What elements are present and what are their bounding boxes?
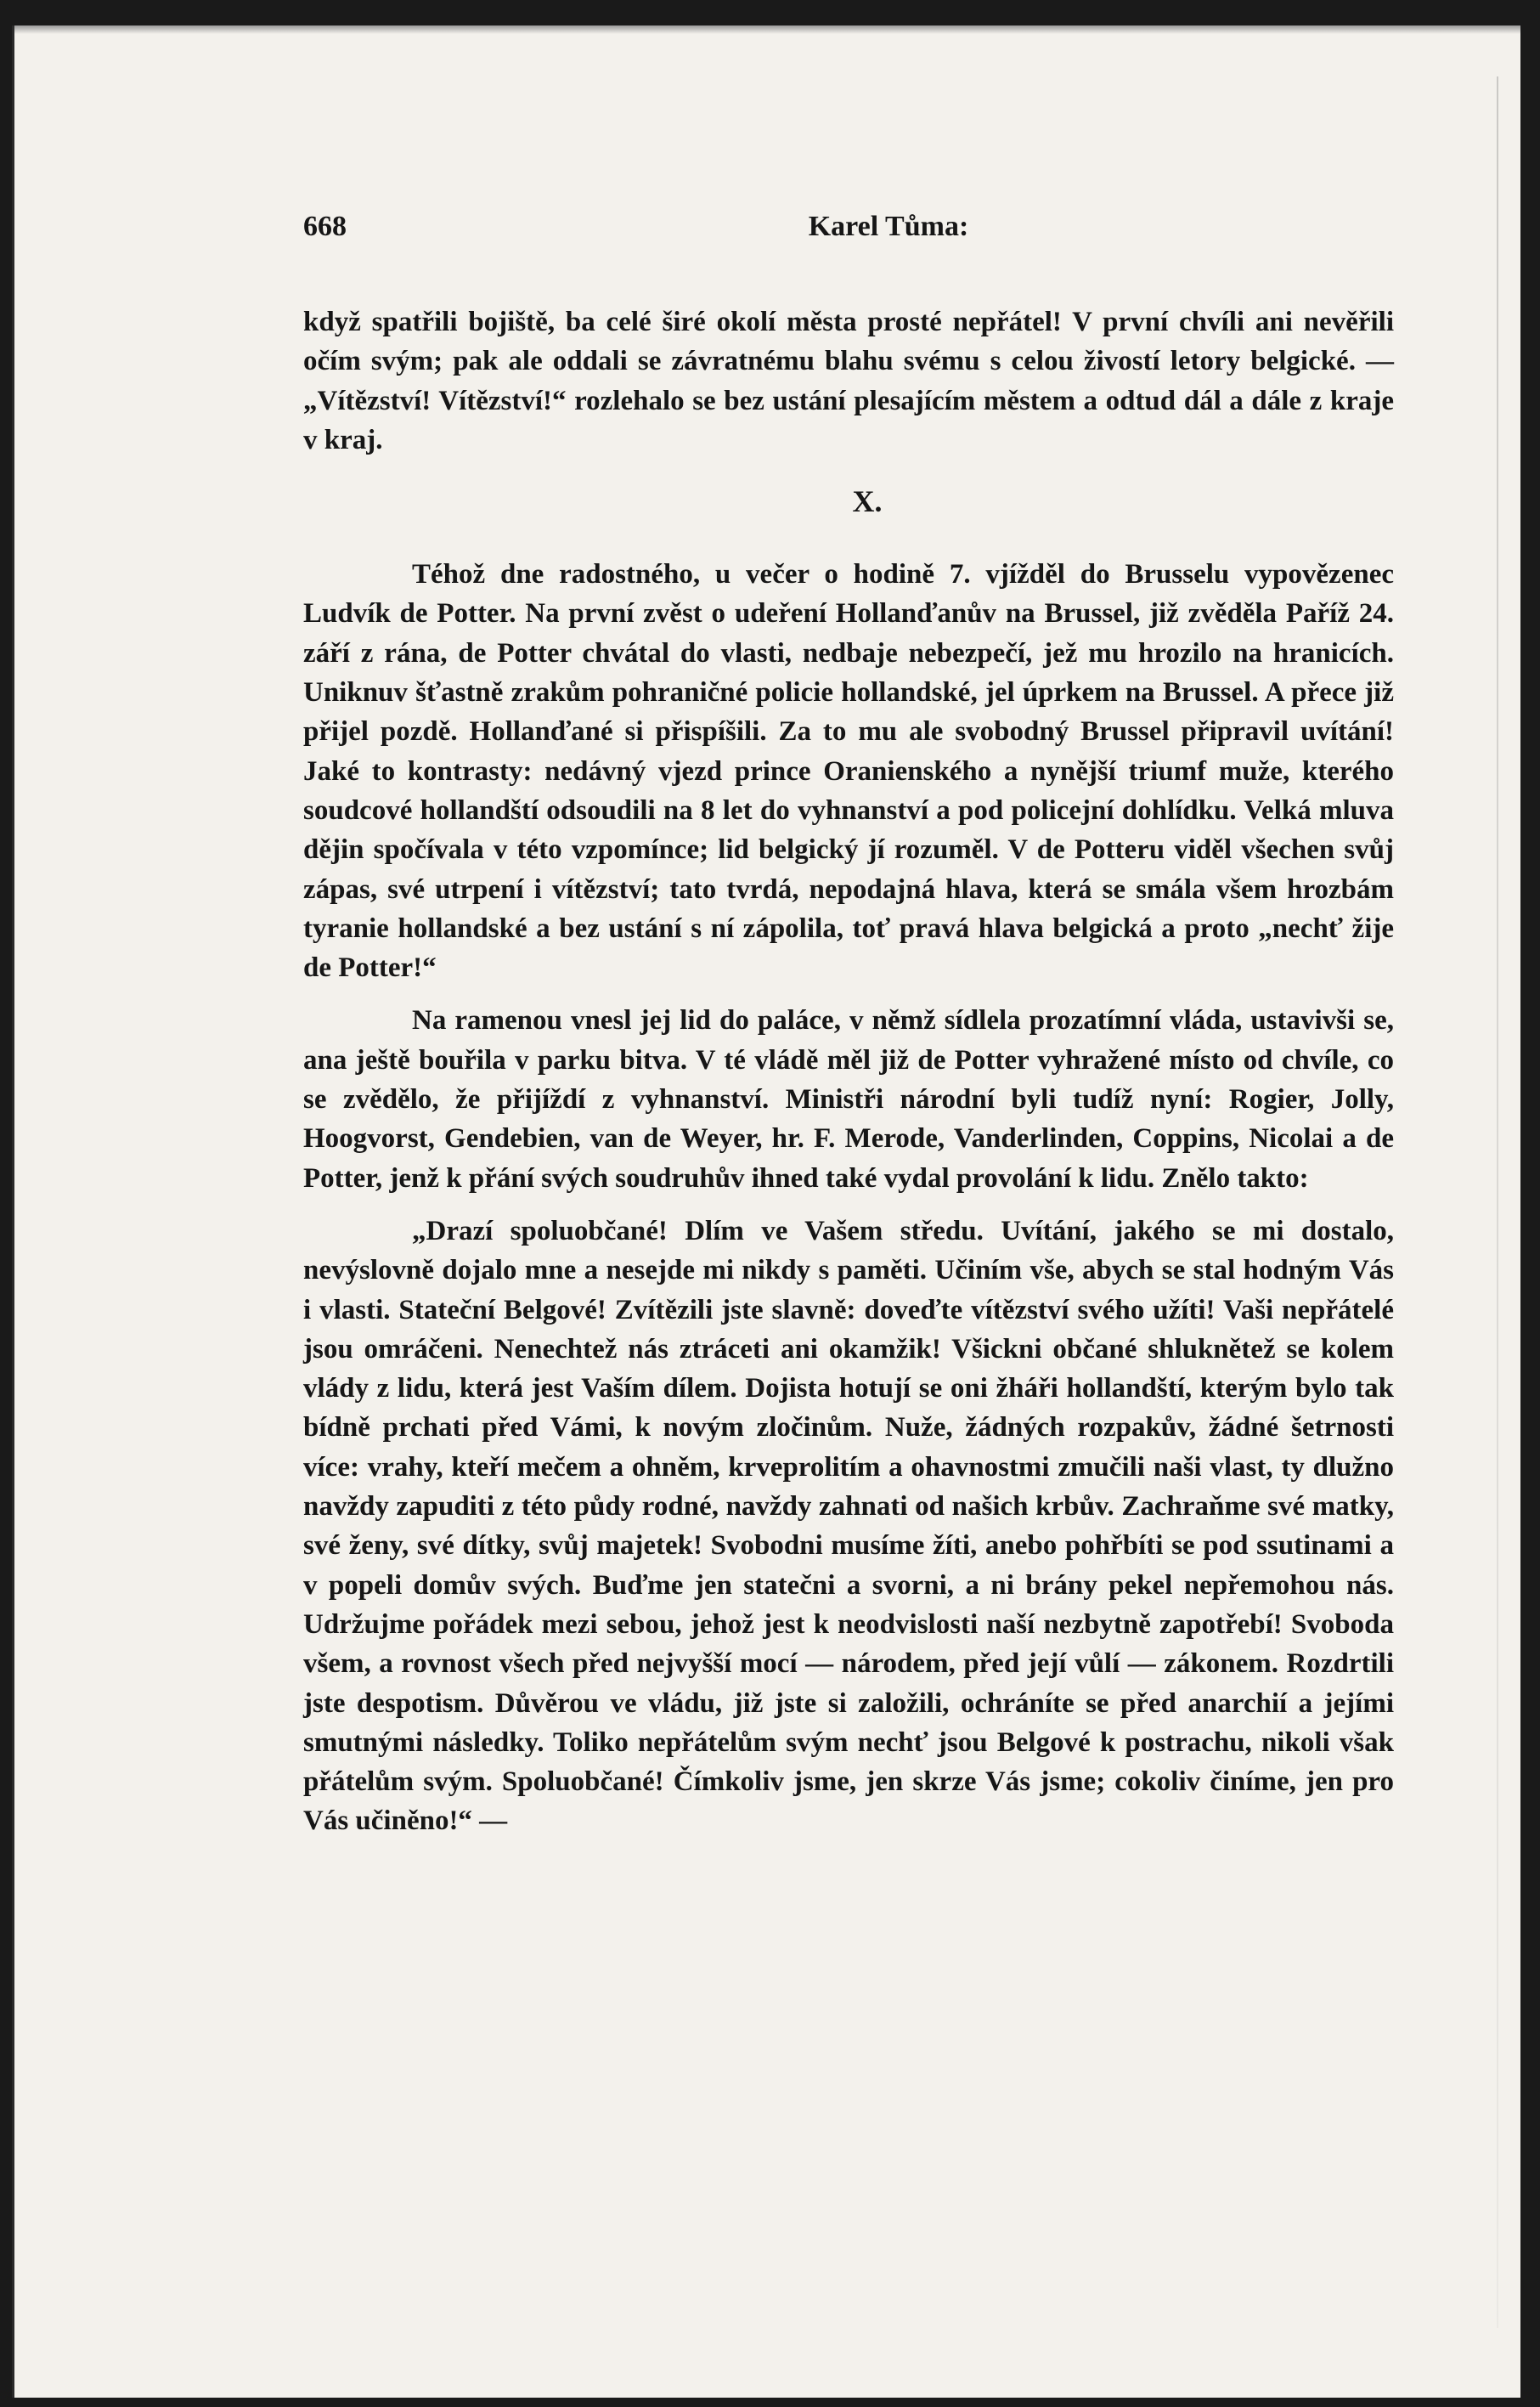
document-page [12, 25, 1520, 2398]
section-heading: X. [852, 484, 883, 519]
paragraph-continuation: když spatřili bojiště, ba celé širé okolí města prosté nepřátel! V první chvíli ani nevěřili očím svým; pak ale oddali se závratnému blahu svému s celou živostí letory belgické. — „Vítězství! Vítězství!“ rozlehalo se bez ustání plesajícím městem a odtud dál a dále z kraje v kraj. [303, 307, 1394, 455]
paragraph-proclamation: „Drazí spoluobčané! Dlím ve Vašem středu. Uvítání, jakého se mi dostalo, nevýslovně dojalo mne a nesejde mi nikdy s paměti. Učiním vše, abych se stal hodným Vás i vlasti. Stateční Belgové! Zvítězili jste slavně: doveďte vítězství svého užíti! Vaši nepřátelé jsou omráčeni. Nenechtež nás ztráceti ani okamžik! Všickni občané shluknětež se kolem vlády z lidu, která jest Vaším dílem. Dojista hotují se oni žháři hollandští, kterým bylo tak bídně prchati před Vámi, k novým zločinům. Nuže, žádných rozpakův, žádné šetrnosti více: vrahy, kteří mečem a ohněm, krveprolitím a ohavnostmi zmučili naši vlast, ty dlužno navždy zapuditi z této půdy rodné, navždy zahnati od našich krbův. Zachraňme své matky, své ženy, své dítky, svůj majetek! Svobodni musíme žíti, anebo pohřbíti se pod ssutinami a v popeli domův svých. Buďme jen statečni a svorni, a ni brány pekel nepřemohou nás. Udržujme pořádek mezi sebou, jehož jest k neodvislosti naší nezbytně zapotřebí! Svoboda všem, a rovnost všech před nejvyšší mocí — národem, před její vůlí — zákonem. Rozdrtili jste despotism. Důvěrou ve vládu, již jste si založili, ochráníte se před anarchií a jejími smutnými následky. Toliko nepřátelům svým nechť jsou Belgové k postrachu, nikoli však přátelům svým. Spoluobčané! Čímkoliv jsme, jen skrze Vás jsme; cokoliv činíme, jen pro Vás učiněno!“ — [303, 1215, 1394, 1837]
scan-edge-shadow [1497, 76, 1498, 2328]
page-header [290, 195, 1394, 246]
paragraph-de-potter-arrival: Téhož dne radostného, u večer o hodině 7. vjížděl do Brusselu vypovězenec Ludvík de Potter. Na první zvěst o udeření Hollanďanův na Brussel, již zvěděla Paříž 24. září z rána, de Potter chvátal do vlasti, nedbaje nebezpečí, jež mu hrozilo na hranicích. Uniknuv šťastně zrakům pohraničné policie hollandské, jel úprkem na Brussel. A přece již přijel pozdě. Hollanďané si přispíšili. Za to mu ale svobodný Brussel připravil uvítání! Jaké to kontrasty: nedávný vjezd prince Oranienského a nynější triumf muže, kterého soudcové hollandští odsoudili na 8 let do vyhnanství a pod policejní dohlídku. Velká mluva dějin spočívala v této vzpomínce; lid belgický jí rozuměl. V de Potteru viděl všechen svůj zápas, své utrpení i vítězství; tato tvrdá, nepodajná hlava, která se smála všem hrozbám tyranie hollandské a bez ustání s ní zápolila, toť pravá hlava belgická a proto „nechť žije de Potter!“ [303, 559, 1394, 984]
text-block [290, 195, 1394, 1841]
paragraph-provisional-government: Na ramenou vnesl jej lid do paláce, v němž sídlela prozatímní vláda, ustavivši se, ana ještě bouřila v parku bitva. V té vládě měl již de Potter vyhražené místo od chvíle, co se zvědělo, že přijíždí z vyhnanství. Ministři národní byli tudíž nyní: Rogier, Jolly, Hoogvorst, Gendebien, van de Weyer, hr. F. Merode, Vanderlinden, Coppins, Nicolai a de Potter, jenž k přání svých soudruhův ihned také vydal provolání k lidu. Znělo takto: [303, 1005, 1394, 1194]
running-title: Karel Tůma: [808, 211, 969, 242]
page-number: 668 [303, 211, 347, 242]
